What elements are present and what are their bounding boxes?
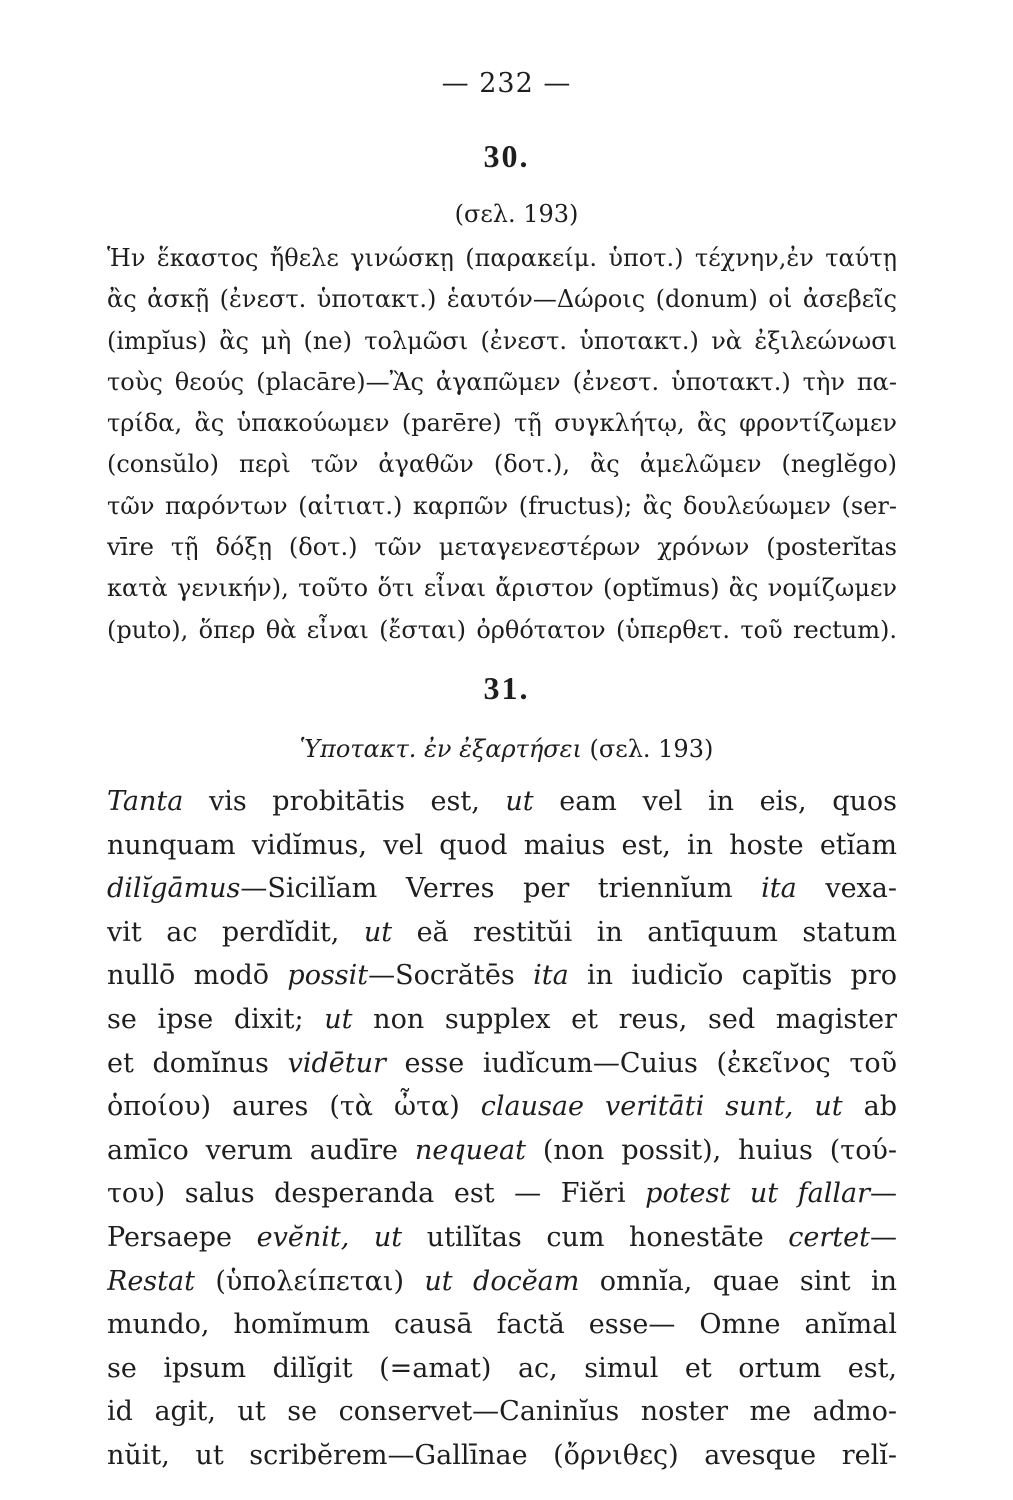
text-run: (ὑπολείπεται): [194, 1265, 425, 1297]
section-31-reference-page: (σελ. 193): [589, 735, 714, 763]
section-31-paragraph: [107, 780, 897, 1478]
text-run: utilĭtas cum honestāte: [402, 1221, 789, 1253]
text-run: Persaepe: [107, 1221, 257, 1253]
text-line: [107, 954, 897, 998]
text-run: amīco verum audīre: [107, 1134, 415, 1166]
text-run: ὁποίου) aures (τὰ ὦτα): [107, 1091, 481, 1123]
text-run: eă restitŭi in antīquum statum: [392, 916, 897, 948]
italic-run: evĕnit,: [256, 1221, 350, 1253]
italic-run: ut: [505, 786, 534, 817]
text-run: se ipse dixit;: [107, 1003, 325, 1035]
italic-run: potest ut fallar: [645, 1178, 871, 1210]
italic-run: nequeat: [414, 1134, 526, 1166]
text-run: [793, 1091, 814, 1122]
text-line: [107, 1129, 897, 1173]
text-line: [107, 911, 897, 955]
text-line: ἂς ἀσκῇ (ἐνεστ. ὑποτακτ.) ἑαυτόν—Δώροις (donum) οἱ ἀσεβεῖς: [107, 285, 897, 314]
italic-run: dilĭgāmus: [107, 873, 241, 905]
text-run: [349, 1222, 374, 1253]
section-30-paragraph: [107, 238, 897, 651]
text-line: [107, 1172, 897, 1216]
text-line: [107, 1216, 897, 1260]
text-line: [107, 1434, 897, 1478]
italic-run: certet: [788, 1221, 870, 1253]
text-run: et domĭnus: [107, 1047, 288, 1079]
italic-run: ut docĕam: [424, 1265, 580, 1297]
text-line: [107, 1085, 897, 1129]
section-31-reference: [0, 735, 1013, 763]
text-run: nŭit, ut scribĕrem—Gallīnae (ὄρνιθες) avesque relĭ-: [107, 1439, 897, 1471]
text-run: se ipsum dilĭgit (=amat) ac, simul et ortum est,: [107, 1352, 897, 1384]
text-line: vīre τῇ δόξῃ (δοτ.) τῶν μεταγενεστέρων χρόνων (posterĭtas: [107, 533, 897, 562]
text-line: [107, 1260, 897, 1304]
text-run: του) salus desperanda est — Fiĕri: [107, 1178, 646, 1210]
text-run: nullō modō: [107, 960, 288, 992]
text-line: κατὰ γενικήν), τοῦτο ὅτι εἶναι ἄριστον (optĭmus) ἂς νομίζωμεν: [107, 574, 897, 603]
italic-run: clausae veritāti sunt,: [480, 1091, 794, 1123]
italic-run: ut: [814, 1091, 843, 1123]
text-line: [107, 780, 897, 824]
text-line: τοὺς θεούς (placāre)—Ἂς ἀγαπῶμεν (ἐνεστ. ὑποτακτ.) τὴν πα-: [107, 367, 897, 396]
text-line: [107, 824, 897, 868]
text-run: esse iudĭcum—Cuius (ἐκεῖνος τοῦ: [385, 1047, 897, 1079]
italic-run: possit: [287, 960, 369, 992]
text-line: (consŭlo) περὶ τῶν ἀγαθῶν (δοτ.), ἂς ἀμελῶμεν (neglĕgo): [107, 450, 897, 479]
text-run: vit ac perdĭdit,: [107, 916, 364, 948]
italic-run: ut: [363, 916, 393, 948]
section-31-reference-italic: Ὑποτακτ. ἐν ἐξαρτήσει: [299, 735, 582, 763]
section-30-reference: (σελ. 193): [454, 200, 579, 228]
page-number: — 232 —: [441, 68, 572, 99]
text-line: Ἡν ἕκαστος ἤθελε γινώσκῃ (παρακείμ. ὑποτ.) τέχνην,ἐν ταύτῃ: [107, 244, 897, 272]
text-run: nunquam vidĭmus, vel quod maius est, in hoste etĭam: [107, 829, 897, 861]
text-run: —Socrătēs: [368, 960, 534, 992]
text-run: eam vel in eis, quos: [533, 786, 897, 817]
italic-run: vidētur: [287, 1047, 386, 1079]
text-run: (non possit), huius (τού-: [525, 1134, 897, 1166]
text-run: omnĭa, quae sint in: [579, 1265, 897, 1297]
italic-run: ut: [324, 1003, 353, 1035]
text-line: [107, 1303, 897, 1347]
italic-run: Restat: [107, 1265, 195, 1297]
text-line: [107, 998, 897, 1042]
text-run: vexa-: [796, 873, 897, 905]
italic-run: ut: [373, 1221, 403, 1253]
text-run: vis probitātis est,: [183, 786, 506, 817]
text-line: τῶν παρόντων (αἰτιατ.) καρπῶν (fructus); ἂς δουλεύωμεν (ser-: [107, 491, 897, 520]
italic-run: ita: [533, 960, 569, 992]
text-line: [107, 867, 897, 911]
text-line: [107, 1347, 897, 1391]
section-31-number: 31.: [483, 670, 530, 706]
text-line: [107, 1390, 897, 1434]
italic-run: Tanta: [107, 786, 184, 817]
text-run: non supplex et reus, sed magister: [352, 1003, 897, 1035]
text-run: ab: [842, 1091, 897, 1123]
text-line: [107, 1042, 897, 1086]
text-run: —Sicilĭam Verres per triennĭum: [240, 873, 762, 905]
text-run: in iudicĭo capĭtis pro: [568, 960, 897, 992]
text-run: —: [870, 1178, 897, 1210]
section-30-number: 30.: [483, 138, 530, 174]
text-run: —: [869, 1221, 897, 1253]
text-line: τρίδα, ἂς ὑπακούωμεν (parēre) τῇ συγκλήτῳ, ἂς φροντίζωμεν: [107, 409, 897, 438]
text-line: (puto), ὅπερ θὰ εἶναι (ἔσται) ὀρθότατον (ὑπερθετ. τοῦ rectum).: [107, 615, 897, 644]
text-line: (impĭus) ἂς μὴ (ne) τολμῶσι (ἐνεστ. ὑποτακτ.) νὰ ἐξιλεώνωσι: [107, 326, 897, 355]
text-run: mundo, homĭmum causā factă esse— Omne anĭmal: [107, 1309, 897, 1341]
text-run: id agit, ut se conservet—Caninĭus noster me admo-: [107, 1396, 897, 1428]
italic-run: ita: [761, 873, 797, 905]
